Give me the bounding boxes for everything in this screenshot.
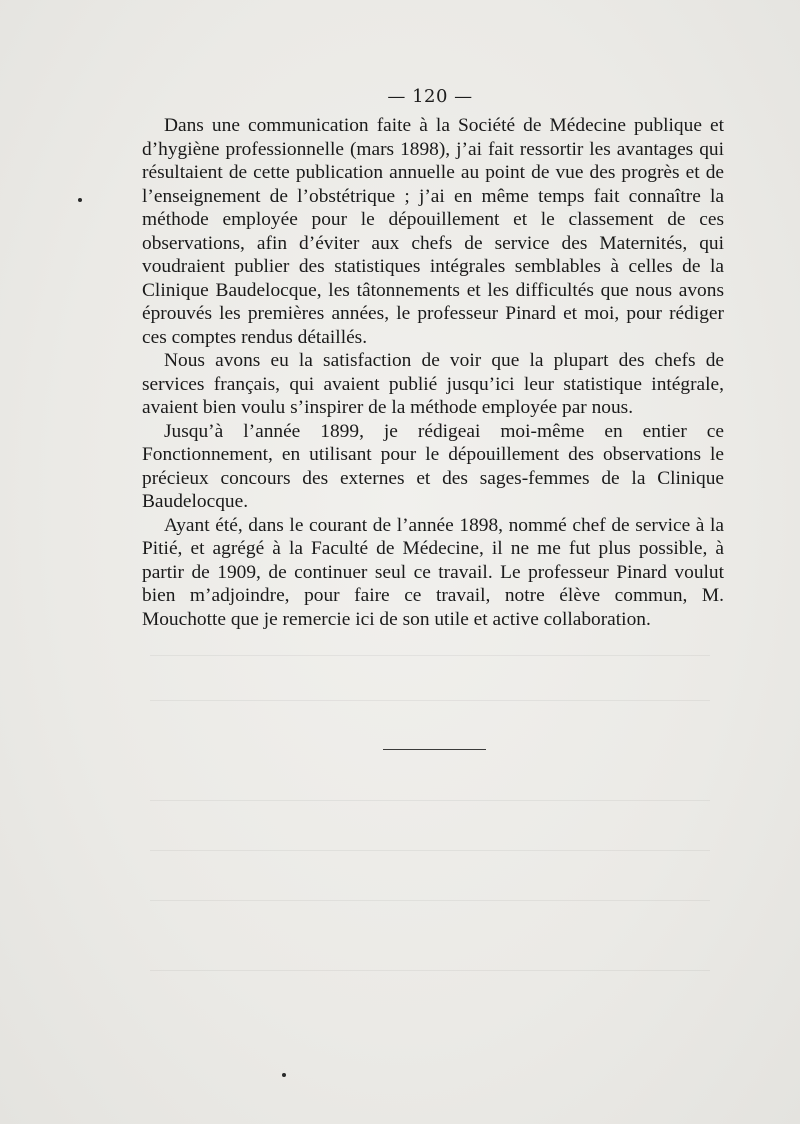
bleed-through-line [150, 700, 710, 701]
bleed-through-line [150, 655, 710, 656]
separator-rule [383, 749, 486, 750]
paragraph-2: Nous avons eu la satisfaction de voir que la plupart des chefs de services français, qui avaient publié jusqu’ici leur statistique intégrale, avaient bien voulu s’inspirer de la méthode employée par nous. [142, 350, 724, 418]
body-text [142, 114, 724, 631]
paragraph-4: Ayant été, dans le courant de l’année 1898, nommé chef de service à la Pitié, et agrégé à la Faculté de Médecine, il ne me fut plus possible, à partir de 1909, de continuer seul ce travail. Le professeur Pinard voulut bien m’adjoindre, pour faire ce travail, notre élève commun, M. Mouchotte que je remercie ici de son utile et active collaboration. [142, 514, 724, 630]
bleed-through-line [150, 800, 710, 801]
paragraph-3: Jusqu’à l’année 1899, je rédigeai moi-même en entier ce Fonctionnement, en utilisant pour le dépouillement des observations le précieux concours des externes et des sages-femmes de la Clinique Baudelocque. [142, 420, 724, 512]
bleed-through-line [150, 850, 710, 851]
page-number: — 120 — [387, 86, 473, 107]
paragraph-1: Dans une communication faite à la Société de Médecine publique et d’hygiène professionnelle (mars 1898), j’ai fait ressortir les avantages qui résultaient de cette publication annuelle au point de vue des progrès et de l’enseignement de l’obstétrique ; j’ai en même temps fait connaître la méthode employée pour le dépouillement et le classement de ces observations, afin d’éviter aux chefs de service des Maternités, qui voudraient publier des statistiques intégrales semblables à celles de la Clinique Baudelocque, les tâtonnements et les difficultés que nous avons éprouvés les premières années, le professeur Pinard et moi, pour rédiger ces comptes rendus détaillés. [142, 115, 724, 348]
bleed-through-line [150, 970, 710, 971]
speck-mark [78, 198, 82, 202]
speck-mark [282, 1073, 286, 1077]
bleed-through-line [150, 900, 710, 901]
